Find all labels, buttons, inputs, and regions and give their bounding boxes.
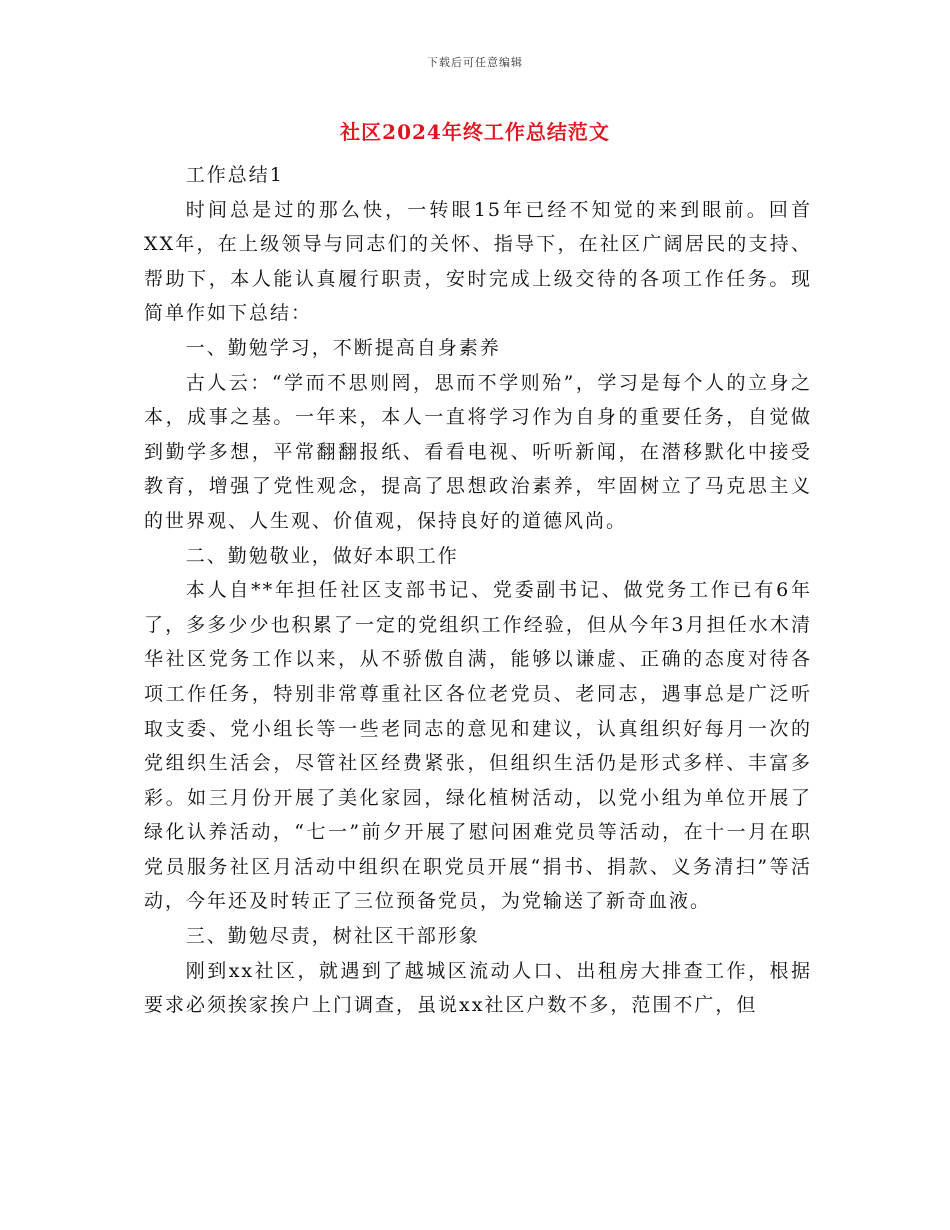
paragraph: 刚到xx社区，就遇到了越城区流动人口、出租房大排查工作，根据要求必须挨家挨户上门调查，虽说xx社区户数不多，范围不广，但 <box>144 959 812 1017</box>
document-body <box>144 158 812 1023</box>
paragraph: 时间总是过的那么快，一转眼15年已经不知觉的来到眼前。回首XX年，在上级领导与同志们的关怀、指导下，在社区广阔居民的支持、帮助下，本人能认真履行职责，安时完成上级交待的各项工作任务。现简单作如下总结： <box>144 198 812 325</box>
document-title: 社区2024年终工作总结范文 <box>340 120 610 144</box>
section-heading: 工作总结1 <box>185 164 284 186</box>
section-heading: 二、勤勉敬业，做好本职工作 <box>185 544 459 567</box>
paragraph: 本人自**年担任社区支部书记、党委副书记、做党务工作已有6年了，多多少少也积累了一定的党组织工作经验，但从今年3月担任水木清华社区党务工作以来，从不骄傲自满，能够以谦虚、正确的态度对待各项工作任务，特别非常尊重社区各位老党员、老同志，遇事总是广泛听取支委、党小组长等一些老同志的意见和建议，认真组织好每月一次的党组织生活会，尽管社区经费紧张，但组织生活仍是形式多样、丰富多彩。如三月份开展了美化家园，绿化植树活动，以党小组为单位开展了绿化认养活动，“七一”前夕开展了慰问困难党员等活动，在十一月在职党员服务社区月活动中组织在职党员开展“捐书、捐款、义务清扫”等活动，今年还及时转正了三位预备党员，为党输送了新奇血液。 <box>144 579 812 913</box>
section-heading: 三、勤勉尽责，树社区干部形象 <box>185 925 480 948</box>
page-header-note: 下载后可任意编辑 <box>427 56 523 69</box>
paragraph: 古人云：“学而不思则罔，思而不学则殆”，学习是每个人的立身之本，成事之基。一年来，本人一直将学习作为自身的重要任务，自觉做到勤学多想，平常翻翻报纸、看看电视、听听新闻，在潜移默化中接受教育，增强了党性观念，提高了思想政治素养，牢固树立了马克思主义的世界观、人生观、价值观，保持良好的道德风尚。 <box>144 371 812 532</box>
section-heading: 一、勤勉学习，不断提高自身素养 <box>185 336 501 359</box>
